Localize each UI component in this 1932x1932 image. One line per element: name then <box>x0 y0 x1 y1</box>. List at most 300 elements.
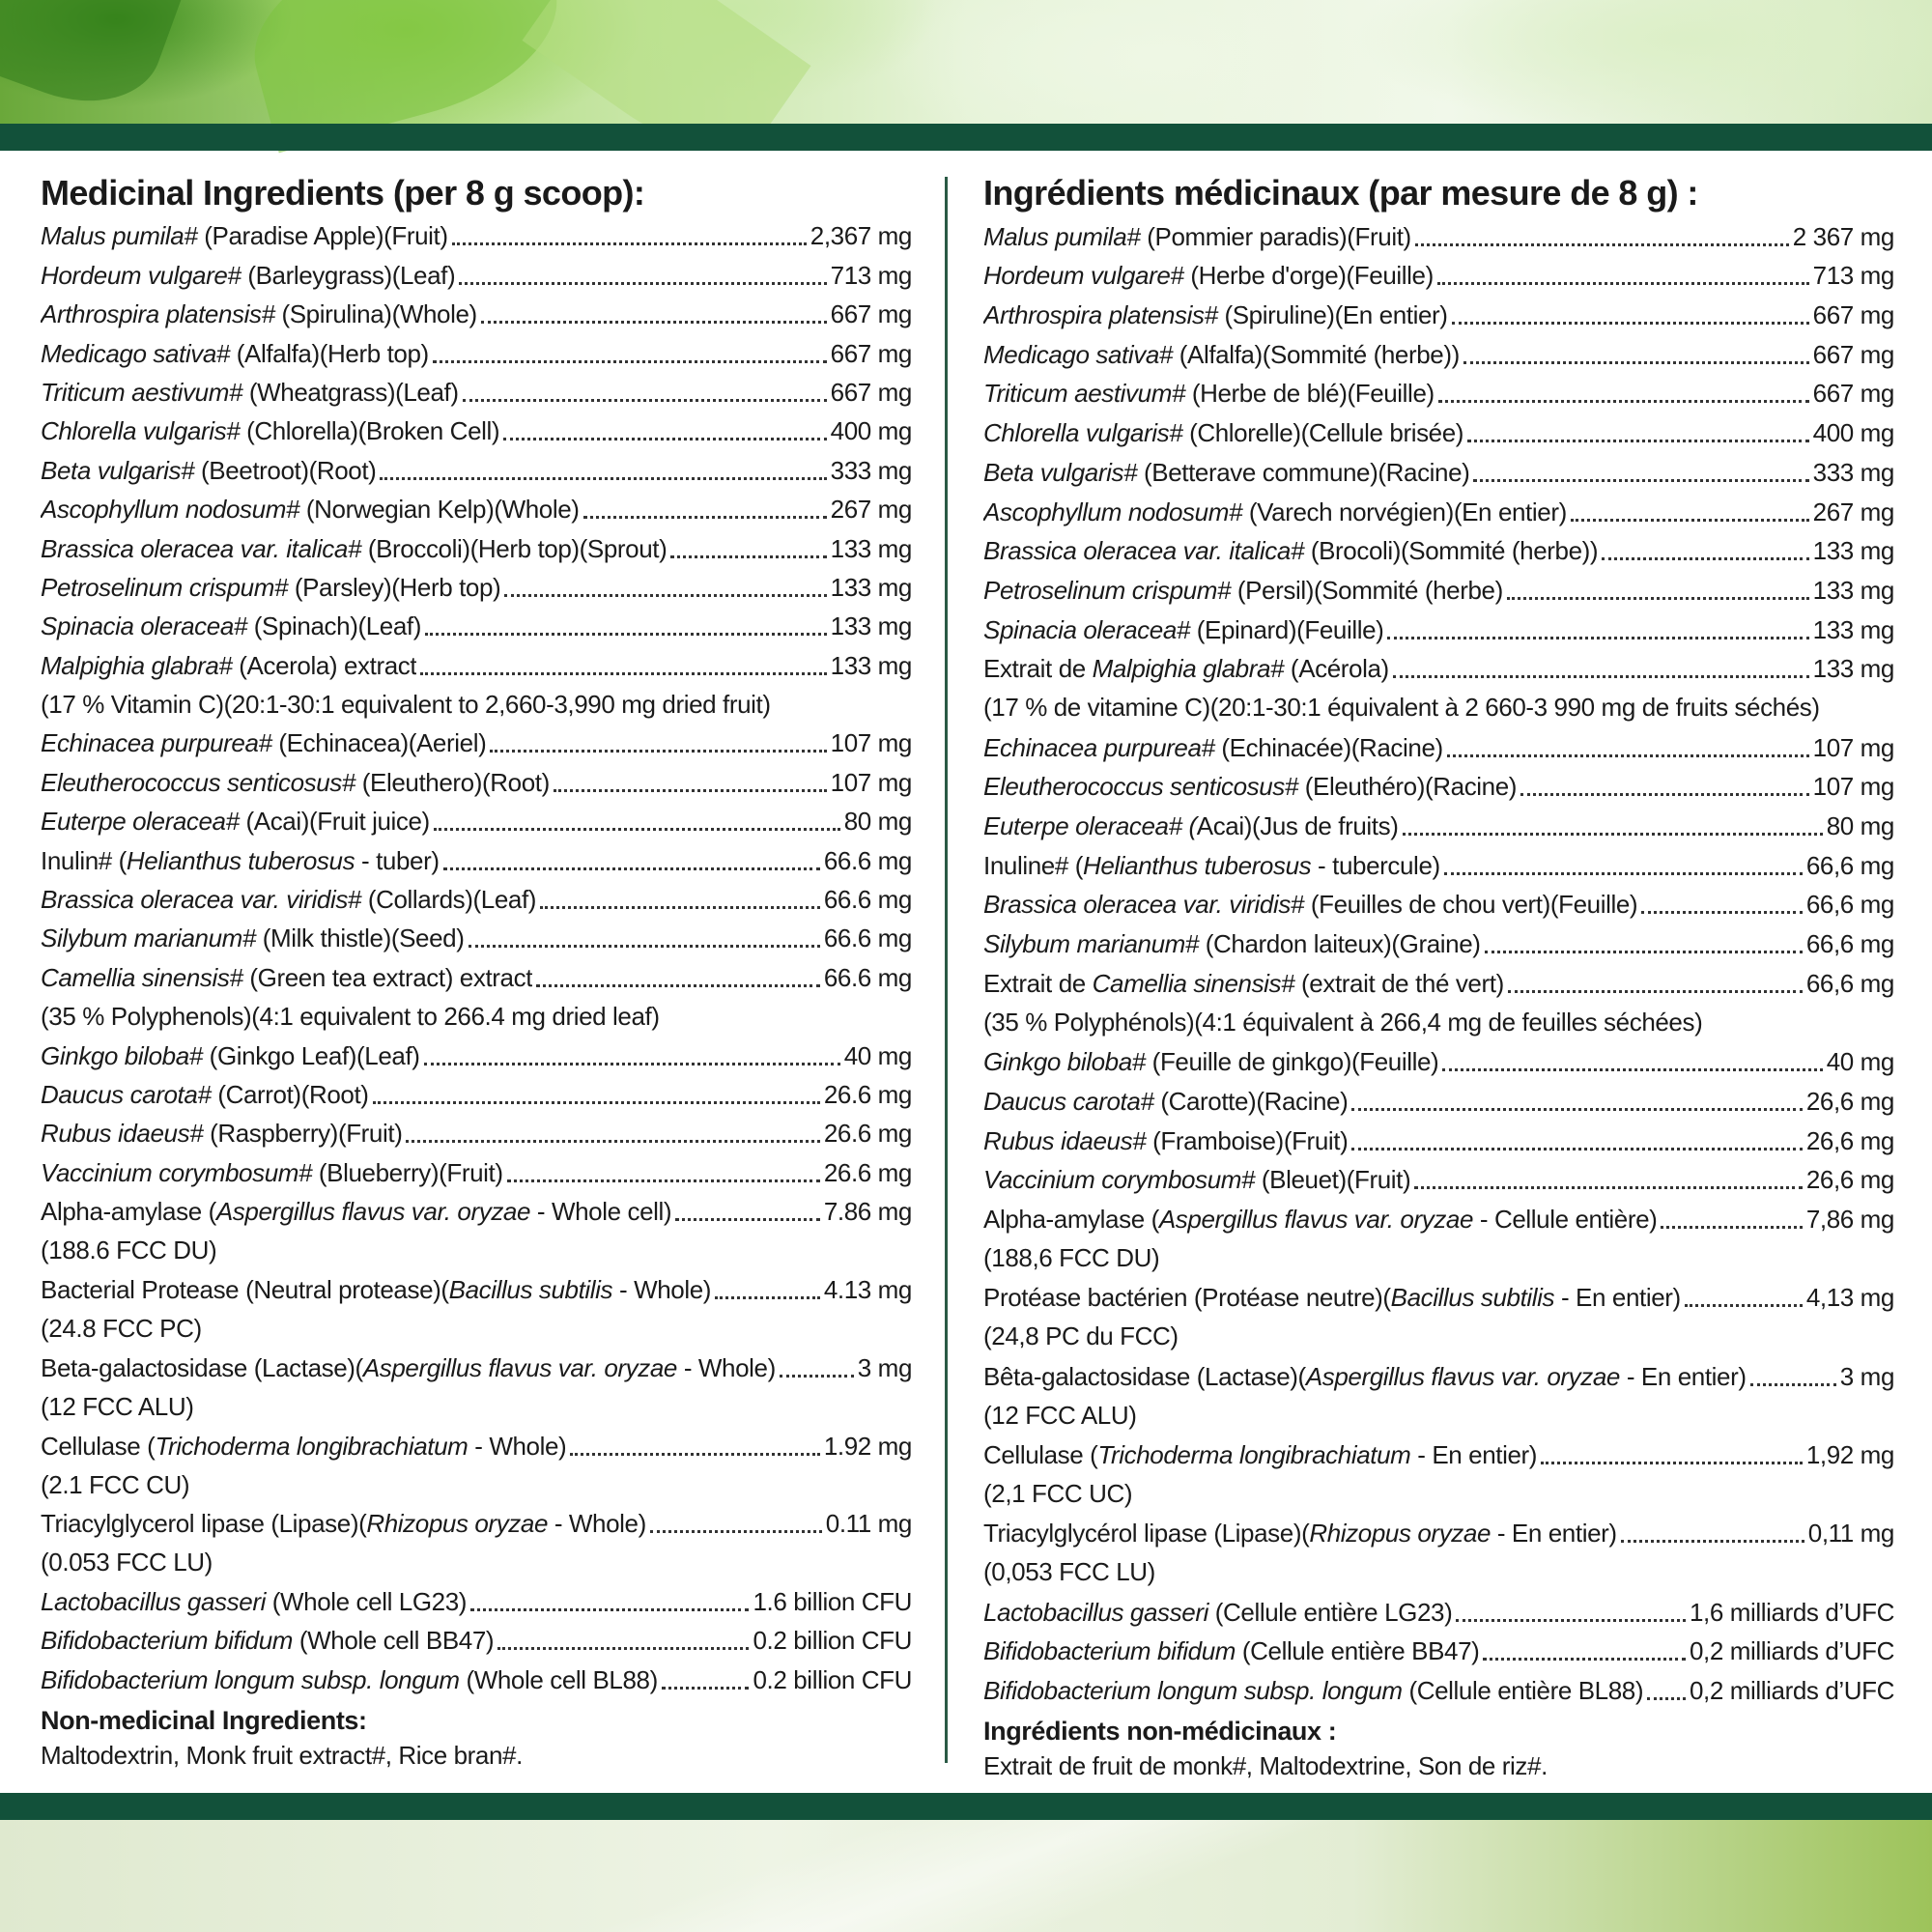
ingredient-row <box>983 452 1894 492</box>
dot-leader <box>373 1097 820 1104</box>
french-nonmedicinal-text: Extrait de fruit de monk#, Maltodextrine, Son de riz#. <box>983 1751 1548 1781</box>
ingredient-text: (Norwegian Kelp)(Whole) <box>299 495 580 525</box>
dot-leader <box>1647 1693 1686 1700</box>
ingredient-text: (Broccoli)(Herb top)(Sprout) <box>361 533 668 563</box>
ingredient-amount: 107 mg <box>1812 772 1894 802</box>
dot-leader <box>1467 436 1809 442</box>
ingredient-continuation: (188,6 FCC DU) <box>983 1242 1160 1272</box>
ingredient-row <box>983 570 1894 610</box>
dot-leader <box>1685 1300 1803 1307</box>
ingredient-text: Triacylglycerol lipase (Lipase)( <box>41 1509 367 1539</box>
ingredient-amount: 0,11 mg <box>1807 1519 1894 1548</box>
dot-leader <box>434 824 840 831</box>
ingredient-name <box>983 846 1440 885</box>
ingredient-latin-name: Daucus carota# <box>41 1079 212 1109</box>
ingredient-row <box>41 490 912 528</box>
ingredient-latin-name: Hordeum vulgare# <box>983 261 1184 291</box>
ingredient-name <box>41 1661 658 1699</box>
ingredient-name <box>41 529 667 568</box>
ingredient-latin-name: Aspergillus flavus var. oryzae <box>362 1352 677 1382</box>
ingredient-row <box>983 1514 1894 1553</box>
ingredient-row <box>983 216 1894 256</box>
ingredient-name <box>41 646 416 685</box>
ingredient-row <box>983 1199 1894 1238</box>
ingredient-latin-name: Beta vulgaris# <box>41 455 195 485</box>
ingredient-text: - Whole) <box>548 1509 646 1539</box>
ingredient-row <box>41 1270 912 1309</box>
dot-leader <box>503 434 827 440</box>
ingredient-latin-name: Rubus idaeus# <box>41 1119 204 1149</box>
ingredient-text: (Spiruline)(En entier) <box>1217 300 1448 330</box>
ingredient-amount: 400 mg <box>830 416 912 446</box>
dot-leader <box>715 1293 820 1299</box>
ingredient-text: (Paradise Apple)(Fruit) <box>197 221 448 251</box>
ingredient-name <box>983 1042 1438 1081</box>
ingredient-text: (Cellule entière BL88) <box>1402 1676 1644 1706</box>
ingredient-name <box>41 724 486 762</box>
dot-leader <box>481 317 827 324</box>
ingredient-row <box>41 1348 912 1386</box>
ingredient-latin-name: Bifidobacterium longum subsp. longum <box>41 1664 460 1694</box>
ingredient-latin-name: Malpighia glabra# <box>41 650 233 680</box>
ingredient-amount: 107 mg <box>1812 732 1894 762</box>
ingredient-text: Extrait de <box>983 968 1093 998</box>
ingredient-amount: 333 mg <box>830 455 912 485</box>
ingredient-text: (Feuille de ginkgo)(Feuille) <box>1145 1047 1439 1077</box>
ingredient-name <box>983 767 1517 806</box>
ingredient-row <box>41 724 912 762</box>
ingredient-text: Bacterial Protease (Neutral protease)( <box>41 1274 449 1304</box>
ingredient-name <box>41 216 448 255</box>
dot-leader <box>1463 357 1809 364</box>
ingredient-name <box>983 1357 1747 1396</box>
ingredient-name <box>41 919 465 957</box>
ingredient-amount: 66.6 mg <box>823 962 912 992</box>
ingredient-name <box>983 256 1434 295</box>
ingredient-latin-name: Ascophyllum nodosum# <box>983 497 1243 526</box>
ingredient-row <box>983 412 1894 452</box>
ingredient-row <box>41 1504 912 1543</box>
ingredient-row <box>983 806 1894 845</box>
ingredient-row <box>983 923 1894 963</box>
dot-leader <box>1508 986 1803 993</box>
ingredient-name <box>983 217 1411 256</box>
ingredient-amount: 1.92 mg <box>823 1431 912 1461</box>
ingredient-text: (Acai)(Fruit juice) <box>239 807 430 837</box>
ingredient-latin-name: Daucus carota# <box>983 1086 1154 1116</box>
ingredient-amount: 66,6 mg <box>1805 850 1894 880</box>
ingredient-name <box>983 728 1443 767</box>
ingredient-amount: 1.6 billion CFU <box>753 1587 912 1617</box>
ingredient-amount: 667 mg <box>1812 339 1894 369</box>
ingredient-latin-name: Medicago sativa# <box>41 338 230 368</box>
ingredient-row <box>983 531 1894 571</box>
ingredient-text: (Echinacée)(Racine) <box>1214 732 1443 762</box>
ingredient-text: (Beetroot)(Root) <box>194 455 377 485</box>
french-panel <box>983 170 1894 1783</box>
ingredient-latin-name: Bacillus subtilis <box>448 1274 613 1304</box>
ingredient-amount: 26,6 mg <box>1805 1086 1894 1116</box>
ingredient-row <box>41 373 912 412</box>
ingredient-amount: 4.13 mg <box>823 1274 912 1304</box>
ingredient-text: (Green tea extract) extract <box>242 962 533 992</box>
ingredient-row <box>41 528 912 567</box>
leaf-decoration <box>522 0 810 185</box>
ingredient-amount: 133 mg <box>830 611 912 641</box>
ingredient-latin-name: Trichoderma longibrachiatum <box>155 1431 469 1461</box>
ingredient-continuation: (17 % de vitamine C)(20:1-30:1 équivalent à 2 660-3 990 mg de fruits séchés) <box>983 693 1820 723</box>
ingredient-name <box>983 335 1460 374</box>
ingredient-text: (Whole cell LG23) <box>265 1587 468 1617</box>
ingredient-text: (Acerola) extract <box>232 650 417 680</box>
ingredient-latin-name: Vaccinium corymbosum# <box>41 1157 313 1187</box>
ingredient-row <box>983 1278 1894 1318</box>
ingredient-text: (Wheatgrass)(Leaf) <box>242 377 459 407</box>
ingredient-continuation: (24,8 PC du FCC) <box>983 1321 1179 1351</box>
ingredient-amount: 26,6 mg <box>1805 1125 1894 1155</box>
ingredient-latin-name: Arthrospira platensis# <box>983 300 1218 330</box>
ingredient-amount: 3 mg <box>857 1352 912 1382</box>
ingredient-latin-name: Bifidobacterium bifidum <box>41 1626 294 1656</box>
ingredient-amount: 7.86 mg <box>823 1197 912 1227</box>
top-leaf-banner <box>0 0 1932 124</box>
ingredient-row <box>41 645 912 684</box>
dot-leader <box>490 746 826 753</box>
ingredient-row <box>41 412 912 450</box>
ingredient-amount: 667 mg <box>1812 300 1894 330</box>
ingredient-row <box>983 1592 1894 1632</box>
ingredient-row <box>983 492 1894 531</box>
ingredient-text: - Whole) <box>468 1431 567 1461</box>
ingredient-latin-name: Aspergillus flavus var. oryzae <box>1305 1361 1620 1391</box>
ingredient-text: Alpha-amylase ( <box>41 1197 216 1227</box>
ingredient-name <box>41 763 550 802</box>
dot-leader <box>1750 1379 1836 1386</box>
ingredient-name <box>983 531 1598 570</box>
ingredient-latin-name: Lactobacillus gasseri <box>41 1587 266 1617</box>
column-divider <box>945 177 948 1763</box>
ingredient-amount: 133 mg <box>830 572 912 602</box>
ingredient-text: (Carrot)(Root) <box>211 1079 369 1109</box>
ingredient-text: (Chlorelle)(Cellule brisée) <box>1182 418 1464 448</box>
ingredient-amount: 0,2 milliards d’UFC <box>1689 1676 1894 1706</box>
leaf-decoration <box>0 0 182 126</box>
dot-leader <box>540 902 820 909</box>
ingredient-name <box>41 490 580 528</box>
ingredient-row <box>41 762 912 801</box>
ingredient-row <box>41 1621 912 1660</box>
ingredient-continuation: (2.1 FCC CU) <box>41 1469 190 1499</box>
ingredient-text: Beta-galactosidase (Lactase)( <box>41 1352 363 1382</box>
ingredient-text: (Barleygrass)(Leaf) <box>241 260 456 290</box>
bottom-green-band <box>0 1793 1932 1820</box>
ingredient-latin-name: Lactobacillus gasseri <box>983 1597 1208 1627</box>
ingredient-latin-name: Hordeum vulgare# <box>41 260 242 290</box>
ingredient-amount: 66.6 mg <box>823 845 912 875</box>
ingredient-latin-name: Vaccinium corymbosum# <box>983 1165 1256 1195</box>
ingredient-latin-name: Spinacia oleracea# <box>41 611 247 641</box>
ingredient-amount: 66.6 mg <box>823 923 912 953</box>
ingredient-amount: 0.2 billion CFU <box>753 1664 912 1694</box>
ingredient-latin-name: Camellia sinensis# <box>41 962 243 992</box>
ingredient-latin-name: Chlorella vulgaris# <box>41 416 241 446</box>
ingredient-row <box>41 333 912 372</box>
dot-leader <box>1437 278 1809 285</box>
ingredient-name <box>41 1037 420 1075</box>
ingredient-amount: 133 mg <box>1812 654 1894 684</box>
ingredient-name <box>983 1160 1410 1199</box>
ingredient-row <box>983 767 1894 807</box>
dot-leader <box>570 1449 820 1456</box>
ingredient-row <box>41 216 912 255</box>
ingredient-name <box>41 451 376 490</box>
dot-leader <box>1571 515 1809 522</box>
ingredient-latin-name: Triticum aestivum# <box>41 377 243 407</box>
ingredient-latin-name: Beta vulgaris# <box>983 457 1138 487</box>
ingredient-name <box>41 1270 711 1309</box>
ingredient-latin-name: Ascophyllum nodosum# <box>41 495 300 525</box>
ingredient-continuation: (35 % Polyphenols)(4:1 equivalent to 266.4 mg dried leaf) <box>41 1001 660 1031</box>
ingredient-latin-name: Aspergillus flavus var. oryzae <box>215 1197 531 1227</box>
ingredient-name <box>41 568 500 607</box>
ingredient-text: (Spirulina)(Whole) <box>274 299 477 329</box>
dot-leader <box>1393 671 1809 678</box>
ingredient-amount: 66,6 mg <box>1805 890 1894 920</box>
ingredient-amount: 133 mg <box>1812 536 1894 566</box>
dot-leader <box>469 941 820 948</box>
ingredient-name <box>983 1200 1657 1238</box>
english-nonmedicinal-text: Maltodextrin, Monk fruit extract#, Rice bran#. <box>41 1740 523 1770</box>
dot-leader <box>1507 593 1809 600</box>
ingredient-row <box>983 1041 1894 1081</box>
ingredient-row <box>983 1081 1894 1121</box>
dot-leader <box>1414 1182 1803 1189</box>
ingredient-name <box>983 924 1481 963</box>
ingredient-text: - En entier) <box>1491 1519 1617 1548</box>
ingredient-latin-name: Malus pumila# <box>41 221 198 251</box>
ingredient-text: (Cellule entière BB47) <box>1236 1636 1480 1666</box>
ingredient-text: Protéase bactérien (Protéase neutre)( <box>983 1283 1391 1313</box>
ingredient-continuation: (0.053 FCC LU) <box>41 1548 213 1577</box>
ingredient-amount: 400 mg <box>1812 418 1894 448</box>
dot-leader <box>1442 1065 1822 1071</box>
ingredient-latin-name: Helianthus tuberosus <box>1082 850 1312 880</box>
ingredient-text: (Carotte)(Racine) <box>1153 1086 1349 1116</box>
dot-leader <box>420 668 826 675</box>
ingredient-amount: 667 mg <box>830 338 912 368</box>
ingredient-text: - En entier) <box>1620 1361 1747 1391</box>
ingredient-text: Bêta-galactosidase (Lactase)( <box>983 1361 1306 1391</box>
ingredient-text: (Milk thistle)(Seed) <box>255 923 465 953</box>
ingredient-name <box>41 1075 369 1114</box>
bottom-decorative-banner <box>0 1820 1932 1932</box>
ingredient-name <box>983 1593 1452 1632</box>
ingredient-name <box>983 649 1389 688</box>
ingredient-name <box>983 413 1463 452</box>
ingredient-name <box>41 412 499 450</box>
ingredient-amount: 333 mg <box>1812 457 1894 487</box>
ingredient-continuation: (188.6 FCC DU) <box>41 1236 217 1265</box>
dot-leader <box>662 1683 750 1690</box>
ingredient-row <box>41 1152 912 1191</box>
ingredient-latin-name: Medicago sativa# <box>983 339 1173 369</box>
ingredient-amount: 40 mg <box>843 1040 912 1070</box>
ingredient-amount: 66,6 mg <box>1805 968 1894 998</box>
ingredient-name <box>983 611 1383 649</box>
ingredient-text: (Epinard)(Feuille) <box>1189 614 1384 644</box>
ingredient-name <box>41 295 477 333</box>
ingredient-text: Cellulase ( <box>41 1431 156 1461</box>
ingredient-text: (Chlorella)(Broken Cell) <box>240 416 500 446</box>
dot-leader <box>1661 1222 1802 1229</box>
ingredient-latin-name: Petroselinum crispum# <box>41 572 289 602</box>
ingredient-amount: 107 mg <box>830 767 912 797</box>
ingredient-name <box>983 885 1637 923</box>
ingredient-name <box>41 334 429 373</box>
ingredient-continuation: (2,1 FCC UC) <box>983 1479 1133 1508</box>
ingredient-name <box>983 1435 1537 1474</box>
ingredient-latin-name: Bifidobacterium longum subsp. longum <box>983 1676 1403 1706</box>
ingredient-text: - En entier) <box>1554 1283 1681 1313</box>
ingredient-latin-name: Silybum marianum# <box>983 929 1199 959</box>
ingredient-name <box>983 1278 1681 1317</box>
ingredient-name <box>983 1514 1617 1552</box>
ingredient-row <box>983 1670 1894 1710</box>
ingredient-text: (Raspberry)(Fruit) <box>203 1119 403 1149</box>
ingredient-text: (Alfalfa)(Sommité (herbe)) <box>1172 339 1460 369</box>
ingredient-name <box>983 1122 1348 1160</box>
english-heading: Medicinal Ingredients (per 8 g scoop): <box>41 173 645 213</box>
dot-leader <box>1444 868 1803 875</box>
ingredient-amount: 80 mg <box>1826 811 1894 840</box>
ingredient-continuation: (12 FCC ALU) <box>41 1391 194 1421</box>
ingredient-text: Acai)(Jus de fruits) <box>1196 811 1399 840</box>
ingredient-text: (Framboise)(Fruit) <box>1146 1125 1349 1155</box>
ingredient-latin-name: Malpighia glabra# <box>1092 654 1285 684</box>
ingredient-name <box>41 1427 566 1465</box>
ingredient-latin-name: Echinacea purpurea# <box>41 728 272 758</box>
ingredient-continuation: (0,053 FCC LU) <box>983 1557 1155 1587</box>
ingredient-latin-name: Bacillus subtilis <box>1390 1283 1555 1313</box>
ingredient-text: (extrait de thé vert) <box>1294 968 1504 998</box>
ingredient-text: - En entier) <box>1410 1440 1538 1469</box>
english-ingredient-list <box>41 216 912 1699</box>
ingredient-row <box>983 649 1894 689</box>
english-nonmedicinal-title: Non-medicinal Ingredients: <box>41 1705 367 1735</box>
ingredient-row <box>41 919 912 957</box>
ingredient-text: (Brocoli)(Sommité (herbe)) <box>1304 536 1599 566</box>
ingredient-row <box>983 295 1894 334</box>
dot-leader <box>1351 1144 1803 1151</box>
ingredient-latin-name: Trichoderma longibrachiatum <box>1097 1440 1411 1469</box>
ingredient-amount: 0.11 mg <box>825 1509 912 1539</box>
ingredient-row <box>41 840 912 879</box>
ingredient-amount: 26.6 mg <box>823 1079 912 1109</box>
ingredient-text: Triacylglycérol lipase (Lipase)( <box>983 1519 1310 1548</box>
ingredient-amount: 1,92 mg <box>1805 1440 1894 1469</box>
ingredient-row <box>983 1121 1894 1160</box>
ingredient-amount: 667 mg <box>830 299 912 329</box>
ingredient-amount: 7,86 mg <box>1805 1204 1894 1234</box>
ingredient-text: (Eleuthéro)(Racine) <box>1297 772 1518 802</box>
ingredient-latin-name: Camellia sinensis# <box>1092 968 1295 998</box>
dot-leader <box>1602 554 1809 560</box>
dot-leader <box>380 473 826 480</box>
ingredient-latin-name: Eleutherococcus senticosus# <box>41 767 355 797</box>
ingredient-latin-name: Rhizopus oryzae <box>1309 1519 1492 1548</box>
ingredient-name <box>41 958 532 997</box>
ingredient-amount: 667 mg <box>830 377 912 407</box>
ingredient-row <box>41 1426 912 1464</box>
ingredient-name <box>983 807 1399 845</box>
dot-leader <box>670 552 826 558</box>
ingredient-text: Inuline# ( <box>983 850 1083 880</box>
ingredient-text: (Whole cell BB47) <box>293 1626 495 1656</box>
ingredient-amount: 133 mg <box>830 533 912 563</box>
ingredient-latin-name: Brassica oleracea var. viridis# <box>983 890 1304 920</box>
ingredient-text: Inulin# ( <box>41 845 127 875</box>
ingredient-amount: 66,6 mg <box>1805 929 1894 959</box>
ingredient-latin-name: Petroselinum crispum# <box>983 575 1232 605</box>
ingredient-name <box>41 880 536 919</box>
ingredient-row <box>41 1036 912 1074</box>
ingredient-latin-name: Helianthus tuberosus <box>126 845 355 875</box>
ingredient-text: (Betterave commune)(Racine) <box>1137 457 1470 487</box>
dot-leader <box>675 1214 820 1221</box>
ingredient-row <box>41 957 912 996</box>
ingredient-continuation: (24.8 FCC PC) <box>41 1313 202 1343</box>
dot-leader <box>536 980 820 987</box>
ingredient-row <box>41 1192 912 1231</box>
ingredient-row <box>41 607 912 645</box>
ingredient-row <box>41 255 912 294</box>
ingredient-name <box>41 256 455 295</box>
ingredient-row <box>983 1632 1894 1671</box>
ingredient-name <box>41 1582 467 1621</box>
ingredient-name <box>41 1504 646 1543</box>
ingredient-name <box>41 373 459 412</box>
ingredient-row <box>983 1356 1894 1396</box>
ingredient-text: - Cellule entière) <box>1473 1204 1658 1234</box>
ingredient-continuation: (17 % Vitamin C)(20:1-30:1 equivalent to 2,660-3,990 mg dried fruit) <box>41 689 771 719</box>
dot-leader <box>650 1526 822 1533</box>
ingredient-row <box>983 1435 1894 1474</box>
ingredient-latin-name: Echinacea purpurea# <box>983 732 1215 762</box>
ingredient-row <box>983 256 1894 296</box>
ingredient-name <box>983 296 1448 334</box>
ingredient-latin-name: Spinacia oleracea# <box>983 614 1190 644</box>
dot-leader <box>443 864 820 870</box>
ingredient-text: - tubercule) <box>1311 850 1440 880</box>
ingredient-name <box>983 964 1504 1003</box>
ingredient-text: (Eleuthero)(Root) <box>355 767 550 797</box>
ingredient-row <box>41 568 912 607</box>
dot-leader <box>1387 633 1808 639</box>
dot-leader <box>1351 1104 1802 1111</box>
ingredient-text: - Whole) <box>677 1352 776 1382</box>
ingredient-continuation: (12 FCC ALU) <box>983 1400 1137 1430</box>
dot-leader <box>1541 1458 1803 1464</box>
dot-leader <box>1452 318 1809 325</box>
ingredient-amount: 26,6 mg <box>1805 1165 1894 1195</box>
ingredient-text: (Echinacea)(Aeriel) <box>271 728 487 758</box>
ingredient-row <box>41 880 912 919</box>
ingredient-amount: 40 mg <box>1826 1047 1894 1077</box>
ingredient-row <box>41 1660 912 1698</box>
dot-leader <box>459 278 826 285</box>
ingredient-text: (Spinach)(Leaf) <box>246 611 421 641</box>
ingredient-latin-name: Triticum aestivum# <box>983 379 1186 409</box>
